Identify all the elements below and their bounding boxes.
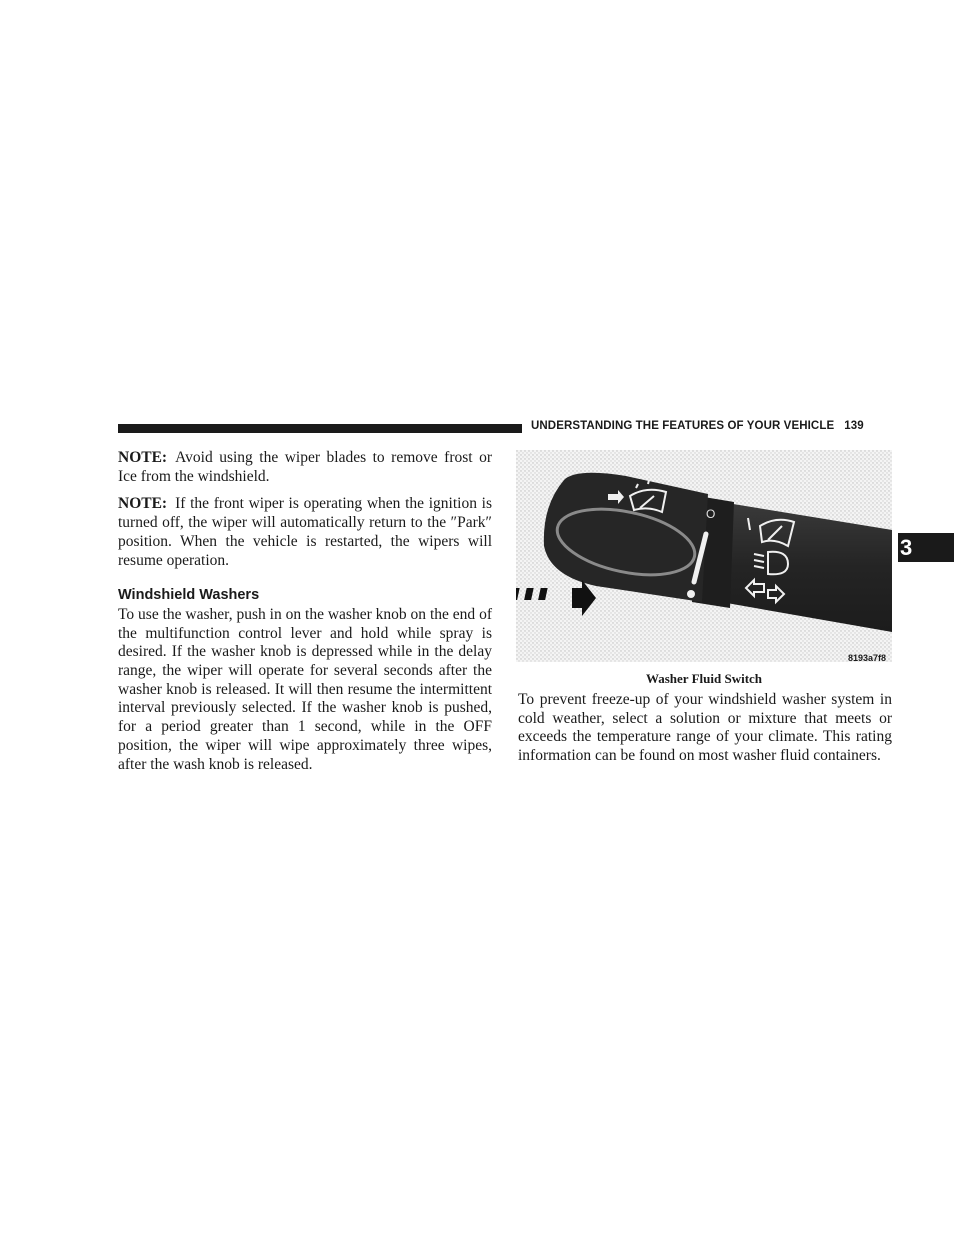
note-label: NOTE: bbox=[118, 495, 168, 513]
note-park bbox=[118, 495, 492, 570]
left-column bbox=[118, 449, 492, 783]
washer-switch-figure bbox=[516, 450, 892, 662]
figure-caption: Washer Fluid Switch bbox=[645, 671, 763, 686]
washer-instructions: To use the washer, push in on the washer knob on the end of the multifunction control lever and hold while spray is desired. If the washer knob is depressed while in the delay range, the wiper will operate for several seconds after the washer knob is released. It will then resume the intermittent interval previously selected. If the washer knob is pushed, for a period greater than 1 second, while in the OFF position, the wiper will wipe approximately three wipes, after the wash knob is released. bbox=[118, 605, 492, 773]
chapter-tab: 3 bbox=[898, 533, 954, 562]
image-code: 8193a7f8 bbox=[847, 653, 886, 662]
section-title: UNDERSTANDING THE FEATURES OF YOUR VEHICLE bbox=[531, 420, 835, 432]
index-dot bbox=[687, 590, 695, 598]
note-text: If the front wiper is operating when the ignition is turned off, the wiper will automatically return to the ″Park″ position. When the vehicle is restarted, the wipers will resume operation. bbox=[118, 495, 492, 569]
note-label: NOTE: bbox=[118, 449, 168, 466]
header-rule bbox=[118, 424, 522, 433]
freeze-up-paragraph: To prevent freeze-up of your windshield washer system in cold weather, select a solution or mixture that meets or exceeds the temperature range of your climate. This rating information can be found on most washer fluid containers. bbox=[518, 691, 892, 765]
off-marker: O bbox=[706, 507, 716, 521]
running-header bbox=[531, 420, 864, 432]
page-number: 139 bbox=[844, 420, 864, 432]
lever-illustration bbox=[516, 450, 892, 662]
note-frost bbox=[118, 449, 492, 486]
note-text: Avoid using the wiper blades to remove frost or Ice from the windshield. bbox=[118, 449, 492, 485]
right-column bbox=[518, 691, 892, 775]
section-heading: Windshield Washers bbox=[118, 587, 260, 604]
